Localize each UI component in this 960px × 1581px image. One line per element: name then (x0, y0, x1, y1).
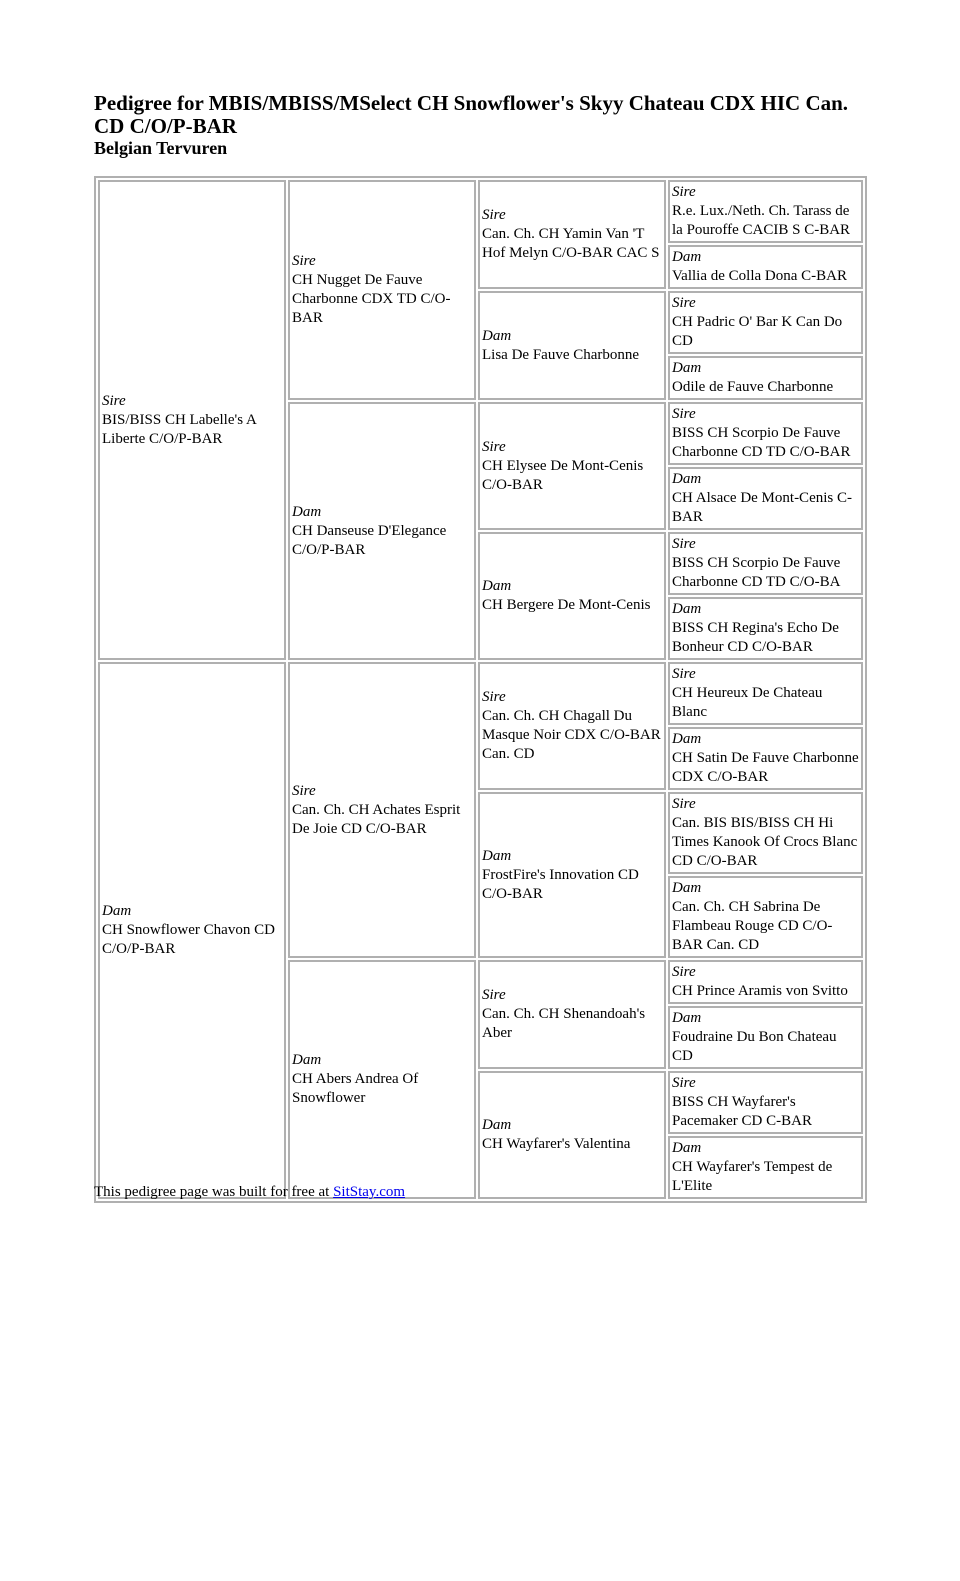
g3-cell (478, 1071, 666, 1199)
g4-cell (668, 180, 863, 243)
role-label: Sire (672, 406, 696, 422)
ancestor-name: Can. Ch. CH Sabrina De Flambeau Rouge CD C/O-BAR Can. CD (672, 899, 833, 953)
page-header (94, 92, 867, 158)
footer-text: This pedigree page was built for free at (94, 1184, 334, 1200)
ancestor-name: R.e. Lux./Neth. Ch. Tarass de la Pouroffe CACIB S C-BAR (672, 203, 851, 238)
role-label: Sire (672, 295, 696, 311)
role-label: Dam (102, 903, 132, 919)
role-label: Dam (672, 249, 702, 265)
g1-cell (98, 180, 286, 660)
sitstay-link[interactable]: SitStay.com (333, 1184, 406, 1200)
ancestor-name: CH Nugget De Fauve Charbonne CDX TD C/O-BAR (292, 272, 451, 326)
g2-cell (288, 402, 476, 660)
role-label: Dam (292, 503, 322, 520)
ancestor-name: FrostFire's Innovation CD C/O-BAR (482, 866, 639, 902)
role-label: Sire (292, 782, 316, 799)
ancestor-name: BISS CH Wayfarer's Pacemaker CD C-BAR (672, 1094, 812, 1129)
ancestor-name: Can. Ch. CH Yamin Van 'T Hof Melyn C/O-BAR CAC S (482, 226, 660, 261)
role-label: Sire (482, 438, 506, 455)
g3-cell (478, 960, 666, 1069)
g4-cell (668, 727, 863, 790)
ancestor-name: CH Padric O' Bar K Can Do CD (672, 314, 843, 349)
ancestor-name: Can. Ch. CH Chagall Du Masque Noir CDX C/O-BAR Can. CD (482, 708, 661, 762)
g3-cell (478, 662, 666, 790)
ancestor-name: CH Abers Andrea Of Snowflower (292, 1071, 419, 1106)
role-label: Sire (672, 796, 696, 812)
role-label: Dam (672, 601, 702, 617)
breed-label: Belgian Tervuren (94, 138, 228, 158)
ancestor-name: CH Elysee De Mont-Cenis C/O-BAR (482, 457, 644, 493)
role-label: Dam (672, 880, 702, 896)
role-label: Sire (672, 184, 696, 200)
ancestor-name: BIS/BISS CH Labelle's A Liberte C/O/P-BAR (102, 411, 256, 447)
ancestor-name: CH Heureux De Chateau Blanc (672, 685, 823, 720)
role-label: Sire (672, 666, 696, 682)
role-label: Sire (102, 392, 126, 409)
role-label: Dam (482, 1117, 512, 1133)
pedigree-table (94, 176, 867, 1203)
ancestor-name: BISS CH Regina's Echo De Bonheur CD C/O-BAR (672, 620, 839, 655)
role-label: Sire (672, 536, 696, 552)
page-title: Pedigree for MBIS/MBISS/MSelect CH Snowflower's Skyy Chateau CDX HIC Can. CD C/O/P-BAR (94, 91, 849, 138)
role-label: Dam (482, 847, 512, 864)
role-label: Dam (672, 1010, 702, 1026)
ancestor-name: CH Wayfarer's Tempest de L'Elite (672, 1159, 833, 1194)
g3-cell (478, 402, 666, 530)
ancestor-name: BISS CH Scorpio De Fauve Charbonne CD TD C/O-BA (672, 555, 841, 590)
g4-cell (668, 402, 863, 465)
g3-cell (478, 180, 666, 289)
g4-cell (668, 532, 863, 595)
role-label: Sire (672, 1075, 696, 1091)
role-label: Dam (482, 327, 512, 344)
g4-cell (668, 1136, 863, 1199)
ancestor-name: Can. Ch. CH Achates Esprit De Joie CD C/O-BAR (292, 801, 461, 837)
ancestor-name: CH Prince Aramis von Svitto (672, 983, 848, 999)
ancestor-name: Lisa De Fauve Charbonne (482, 346, 640, 363)
ancestor-name: CH Wayfarer's Valentina (482, 1136, 631, 1152)
role-label: Dam (292, 1052, 322, 1068)
ancestor-name: Can. BIS BIS/BISS CH Hi Times Kanook Of Crocs Blanc CD C/O-BAR (672, 815, 858, 869)
ancestor-name: CH Bergere De Mont-Cenis (482, 597, 651, 613)
g4-cell (668, 792, 863, 874)
role-label: Dam (672, 1140, 702, 1156)
g4-cell (668, 662, 863, 725)
role-label: Dam (672, 360, 702, 376)
g4-cell (668, 1071, 863, 1134)
g4-cell (668, 1006, 863, 1069)
role-label: Sire (482, 689, 506, 705)
ancestor-name: CH Snowflower Chavon CD C/O/P-BAR (102, 922, 275, 957)
ancestor-name: CH Satin De Fauve Charbonne CDX C/O-BAR (672, 750, 859, 785)
ancestor-name: CH Alsace De Mont-Cenis C-BAR (672, 490, 852, 525)
g4-cell (668, 960, 863, 1004)
g3-cell (478, 532, 666, 660)
ancestor-name: BISS CH Scorpio De Fauve Charbonne CD TD C/O-BAR (672, 425, 851, 460)
g2-cell (288, 960, 476, 1199)
role-label: Dam (672, 731, 702, 747)
g4-cell (668, 467, 863, 530)
ancestor-name: Vallia de Colla Dona C-BAR (672, 268, 847, 284)
g4-cell (668, 245, 863, 289)
role-label: Sire (672, 964, 696, 980)
role-label: Dam (482, 578, 512, 594)
ancestor-name: Foudraine Du Bon Chateau CD (672, 1029, 837, 1064)
g2-cell (288, 662, 476, 958)
ancestor-name: Odile de Fauve Charbonne (672, 379, 834, 395)
g4-cell (668, 291, 863, 354)
ancestor-name: CH Danseuse D'Elegance C/O/P-BAR (292, 522, 447, 558)
role-label: Sire (482, 207, 506, 223)
role-label: Dam (672, 471, 702, 487)
g4-cell (668, 876, 863, 958)
g2-cell (288, 180, 476, 400)
footer (94, 1184, 405, 1201)
g4-cell (668, 597, 863, 660)
role-label: Sire (482, 987, 506, 1003)
ancestor-name: Can. Ch. CH Shenandoah's Aber (482, 1006, 646, 1041)
g3-cell (478, 792, 666, 958)
g1-cell (98, 662, 286, 1199)
g3-cell (478, 291, 666, 400)
g4-cell (668, 356, 863, 400)
role-label: Sire (292, 253, 316, 269)
